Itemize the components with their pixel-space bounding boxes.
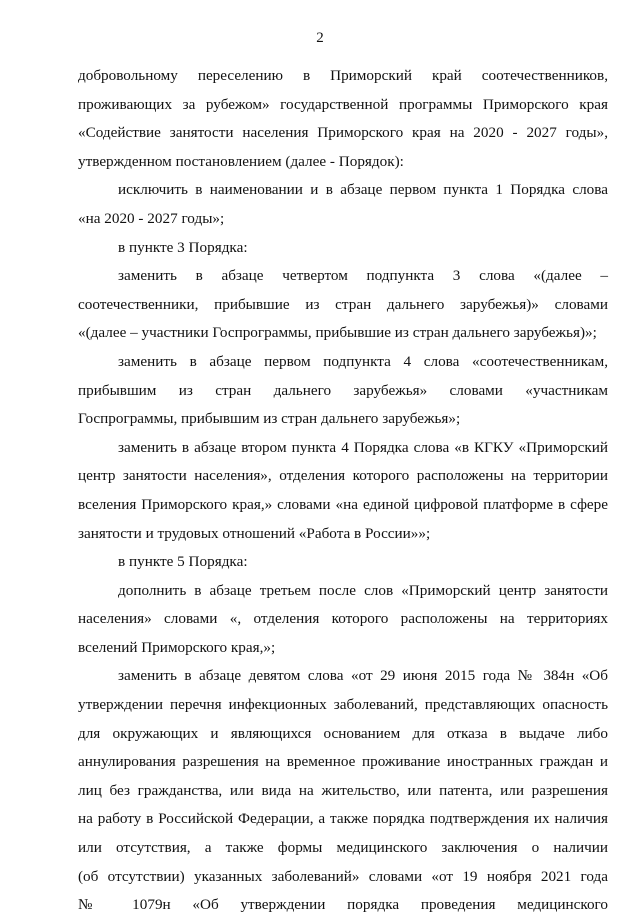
text-line: добровольному переселению в Приморский край соотечественников,: [78, 67, 608, 84]
text-line: исключить в наименовании и в абзаце первом пункта 1 Порядка слова: [118, 181, 608, 199]
text-line: для окружающих и являющихся основанием для отказа в выдаче либо: [78, 724, 608, 742]
page-number: 2: [316, 30, 324, 46]
text-line: заменить в абзаце втором пункта 4 Порядка слова «в КГКУ «Приморский: [118, 438, 608, 456]
text-line: в пункте 3 Порядка:: [118, 238, 248, 256]
text-line: Госпрограммы, прибывшим из стран дальнего зарубежья»;: [78, 410, 461, 428]
text-line: утверждении перечня инфекционных заболеваний, представляющих опасность: [78, 696, 608, 714]
text-line: в пункте 5 Порядка:: [118, 553, 248, 571]
text-line: лиц без гражданства, или вида на жительство, или патента, или разрешения: [78, 781, 608, 799]
text-line: «на 2020 - 2027 годы»;: [78, 209, 225, 227]
text-line: или отсутствия, а также формы медицинского заключения о наличии: [78, 839, 608, 857]
text-line: № 1079н «Об утверждении порядка проведения медицинского: [78, 896, 608, 914]
text-line: заменить в абзаце четвертом подпункта 3 слова «(далее –: [118, 267, 608, 285]
text-line: соотечественники, прибывшие из стран дальнего зарубежья)» словами: [78, 295, 608, 313]
text-line: заменить в абзаце первом подпункта 4 слова «соотечественникам,: [118, 352, 608, 370]
text-line: «Содействие занятости населения Приморского края на 2020 - 2027 годы»,: [78, 124, 608, 142]
text-line: населения» словами «, отделения которого расположены на территориях: [78, 610, 608, 628]
text-line: занятости и трудовых отношений «Работа в России»»;: [78, 524, 431, 542]
text-line: заменить в абзаце девятом слова «от 29 июня 2015 года № 384н «Об: [118, 667, 608, 685]
text-line: вселений Приморского края,»;: [78, 638, 276, 656]
text-line: проживающих за рубежом» государственной программы Приморского края: [78, 95, 608, 113]
text-line: дополнить в абзаце третьем после слов «Приморский центр занятости: [118, 581, 608, 599]
text-line: утвержденном постановлением (далее - Порядок):: [78, 152, 404, 170]
text-line: «(далее – участники Госпрограммы, прибывшие из стран дальнего зарубежья)»;: [78, 324, 597, 342]
text-line: (об отсутствии) указанных заболеваний» словами «от 19 ноября 2021 года: [78, 867, 608, 885]
document-body: [78, 62, 608, 920]
text-line: вселения Приморского края,» словами «на единой цифровой платформе в сфере: [78, 495, 608, 513]
text-line: прибывшим из стран дальнего зарубежья» словами «участникам: [78, 381, 608, 399]
text-line: аннулирования разрешения на временное проживание иностранных граждан и: [78, 753, 608, 771]
text-line: на работу в Российской Федерации, а также порядка подтверждения их наличия: [78, 810, 608, 828]
text-line: центр занятости населения», отделения которого расположены на территории: [78, 467, 608, 485]
